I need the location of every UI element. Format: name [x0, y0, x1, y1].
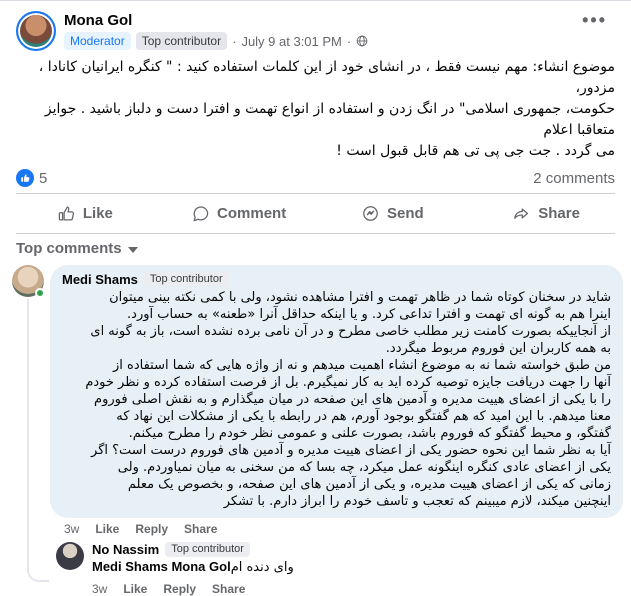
comment-text-line: گفتگو، و محیط گفتگو که فوروم باشد، بصورت علنی و عمومی نظر خودم را مطرح میکنم. [128, 426, 611, 441]
chevron-down-icon [128, 247, 138, 253]
comment-author-name[interactable]: Medi Shams [62, 272, 138, 287]
reply-actions [12, 577, 623, 596]
comment-share-link[interactable]: Share [184, 522, 218, 536]
globe-icon [356, 35, 368, 47]
comments-sort-selector[interactable] [0, 234, 631, 261]
post-action-bar [0, 194, 631, 233]
avatar[interactable] [56, 542, 84, 570]
avatar[interactable] [16, 11, 56, 51]
comment-text-line: زمانی که یکی از اعضای هییت مدیره، و یکی از آدمین های این صفحه، و بخصوص یک معلم [127, 477, 611, 492]
post-text-line: موضوع انشاء: مهم نیست فقط ، در انشای خود از این کلمات استفاده کنید : " کنگره ایرانیان کانادا ، مزدور، [38, 59, 615, 96]
share-button-label: Share [538, 205, 580, 222]
comments-section [0, 261, 631, 596]
send-button[interactable] [316, 196, 470, 231]
avatar[interactable] [12, 265, 44, 297]
meta-separator: · [346, 33, 352, 49]
like-count: 5 [39, 169, 48, 187]
more-options-icon[interactable]: ••• [582, 10, 607, 30]
comment-text-line: از آنجاییکه بصورت کامنت زیر مطلب خاصی مطرح و در آن نامی برده نشده است، باز به گونه ای [90, 324, 611, 339]
post-text [0, 53, 631, 162]
post-header-text [64, 11, 574, 50]
comment-text-line: را با یکی از اعضای هییت مدیره و آدمین های این صفحه در میان میگذارم و به نقش اصلی فوروم [94, 392, 611, 407]
post-timestamp[interactable]: July 9 at 3:01 PM [241, 33, 342, 49]
comment [12, 265, 623, 518]
reply-content [92, 542, 294, 577]
thumb-up-icon [57, 204, 76, 223]
comment-text-line: اینچنین میکند، لازم میبینم که تعجب و تاسف خودم را ابراز دارم. با تشکر [223, 494, 611, 509]
comment-text-line: آنها را جهت دریافت جایزه توصیه کرده اید به کار نمیگیرم. بل از فرصت استفاده کرده و نظر خودم [85, 375, 611, 390]
reply-like-link[interactable]: Like [123, 582, 148, 596]
comment-timestamp[interactable]: 3w [64, 522, 80, 536]
online-status-dot [35, 288, 45, 298]
post-header [0, 1, 631, 53]
comment-text-line: به همه کاربران این فوروم مربوط میگردد. [385, 341, 611, 356]
like-button[interactable] [8, 196, 162, 231]
mention-link[interactable]: Medi Shams Mona Gol [92, 559, 231, 574]
moderator-badge: Moderator [64, 32, 131, 50]
engagement-row [0, 162, 631, 193]
reply-share-link[interactable]: Share [212, 582, 246, 596]
reply-text [92, 558, 294, 577]
comment-text [62, 289, 611, 510]
send-button-label: Send [387, 205, 424, 222]
comment-reply-link[interactable]: Reply [135, 522, 169, 536]
comment-like-link[interactable]: Like [95, 522, 120, 536]
reply-reply-link[interactable]: Reply [163, 582, 197, 596]
comment-header [62, 272, 611, 287]
like-reaction-icon [16, 169, 34, 187]
facebook-post-card [0, 1, 631, 596]
share-button[interactable] [469, 196, 623, 231]
comment-button-label: Comment [217, 205, 287, 222]
meta-separator: · [232, 33, 237, 49]
comment-text-line: معنا میدهم. با این امید که هم گفتگو بوجود آورم، هم در رابطه با یکی از مشکلات این نهاد که [116, 409, 611, 424]
post-header-meta [64, 32, 574, 50]
comment-button[interactable] [162, 196, 316, 231]
reaction-count[interactable] [16, 169, 47, 187]
comment-text-line: من طبق خواسته شما نه به موضوع انشاء اهمیت میدهم و نه از واژه هایی که شما استفاده از [112, 358, 611, 373]
top-contributor-badge: Top contributor [165, 542, 250, 557]
comment-bubble [50, 265, 623, 518]
comments-sort-label: Top comments [16, 240, 122, 257]
top-contributor-badge: Top contributor [136, 32, 227, 50]
comment-actions [12, 518, 623, 540]
comment-text-line: آیا به نظر شما این نحوه حضور یکی از اعضای هییت مدیره و آدمین های فوروم درست است؟ اگر [91, 443, 611, 458]
share-icon [512, 204, 531, 223]
reply-author-name[interactable]: No Nassim [92, 542, 160, 557]
comment-reply [12, 542, 623, 577]
post-text-line: می گردد . جت جی پی تی هم قابل قبول است ! [336, 143, 615, 159]
comments-count[interactable]: 2 comments [533, 169, 615, 187]
reply-text-body: وای دنده ام [230, 560, 294, 575]
reply-header [92, 542, 294, 557]
send-icon [361, 204, 380, 223]
reply-timestamp[interactable]: 3w [92, 582, 108, 596]
comment-text-line: اینرا هم به گونه ای تهمت و افترا تداعی کرد. و یا اینکه حداقل آنرا «طعنه» به حساب آورد. [127, 307, 611, 322]
comment-icon [191, 204, 210, 223]
top-contributor-badge: Top contributor [144, 272, 229, 287]
post-author-name[interactable]: Mona Gol [64, 12, 133, 29]
comment-text-line: شاید در سخنان کوتاه شما در ظاهر تهمت و افترا مشاهده نشود، ولی با کمی نکته بینی میتوان [109, 290, 611, 305]
comment-text-line: یکی از اعضای عادی کنگره اینگونه عمل میکرد، چه بسا که من سخنی به میان نمیاوردم. ولی [117, 460, 611, 475]
post-text-line: حکومت، جمهوری اسلامی" در انگ زدن و استفاده از انواع تهمت و افترا دست و دلباز باشید . جوایز متعاقبا اعلام [44, 101, 615, 138]
like-button-label: Like [82, 205, 113, 222]
